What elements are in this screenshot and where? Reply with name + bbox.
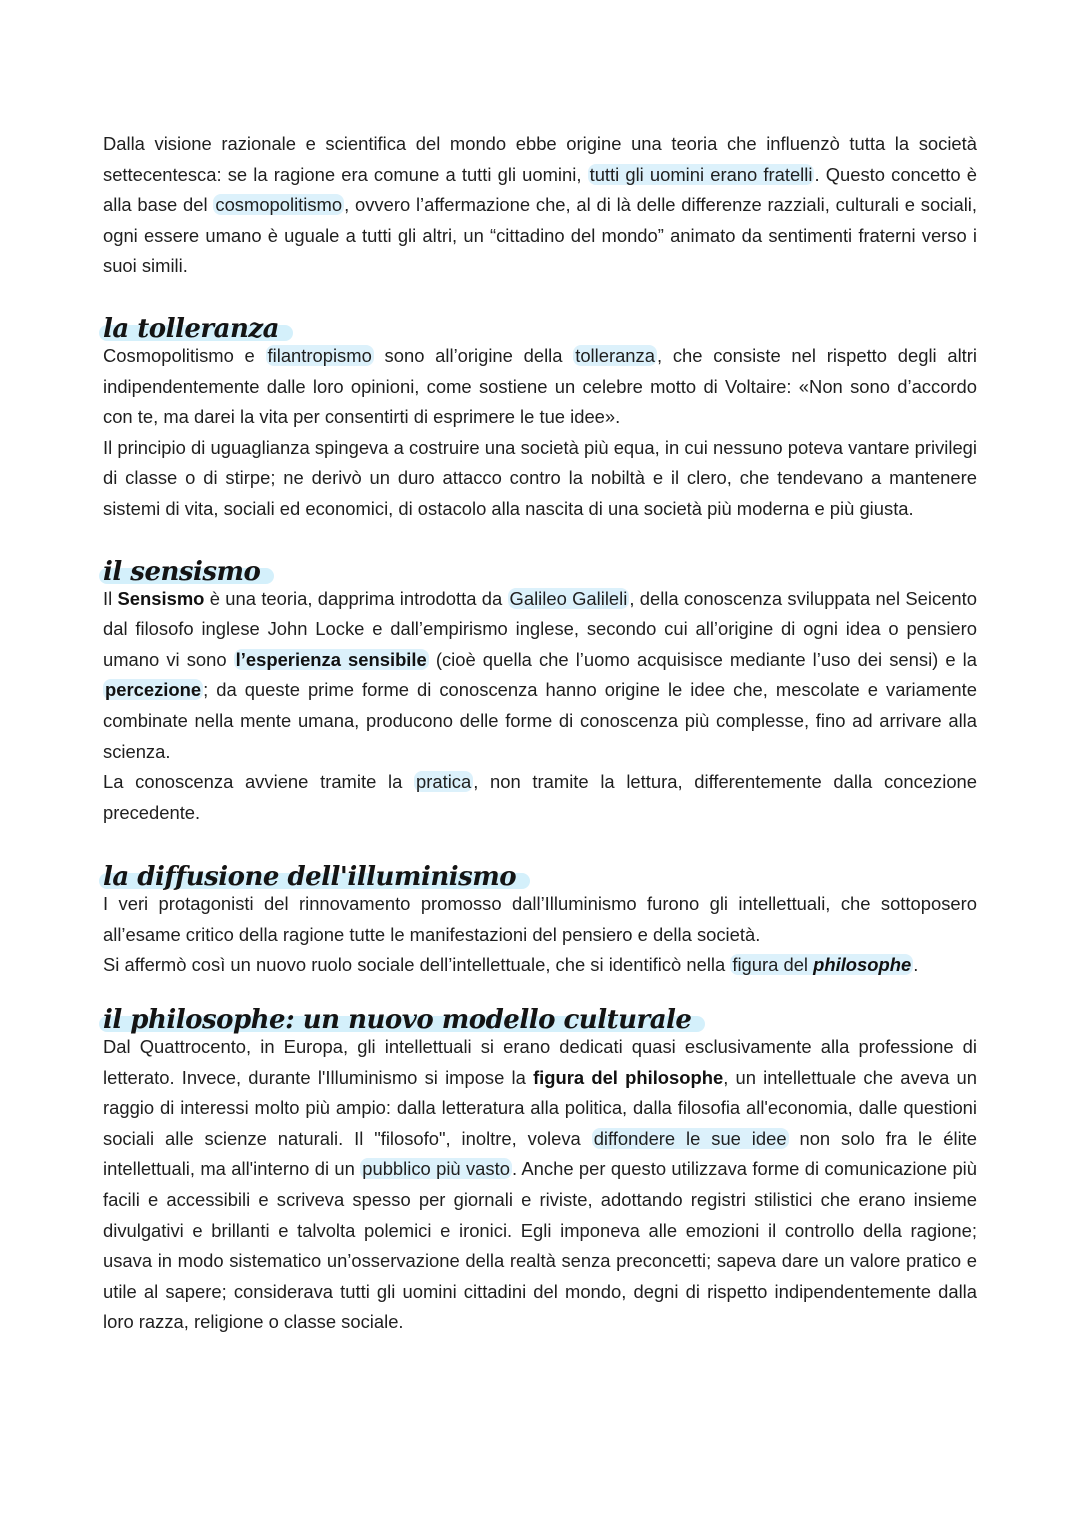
bold-term: Sensismo <box>117 587 205 609</box>
sensismo-paragraph-2 <box>103 767 977 828</box>
bold-italic-term: philosophe <box>813 954 912 976</box>
sensismo-paragraph-1 <box>103 584 977 768</box>
highlight: filantropismo <box>267 344 372 366</box>
intro-paragraph <box>103 129 977 282</box>
text-run: non solo fra le élite intellettuali, ma all'interno di un <box>103 1127 977 1180</box>
text-run: figura del <box>732 954 814 976</box>
highlight: Galileo Galileli <box>509 587 628 609</box>
section-heading-diffusione: la diffusione dell'illuminismo <box>103 863 524 891</box>
text-run: Cosmopolitismo e <box>103 344 266 366</box>
text-run: , che consiste nel rispetto degli altri indipendentemente dalle loro opinioni, come sostiene un celebre motto di Voltaire: «Non sono d’accordo con te, ma darei la vita per consentirti di esprimere le tue idee». <box>103 344 977 428</box>
text-run: Dal Quattrocento, in Europa, gli intellettuali si erano dedicati quasi esclusivamente alla professione di letterato. Invece, durante l'Illuminismo si impose la <box>103 1036 977 1088</box>
bold-highlight: l’esperienza sensibile <box>235 648 427 670</box>
text-run: Dalla visione razionale e scientifica del mondo ebbe origine una teoria che influenzò tutta la società settecentesca: se la ragione era comune a tutti gli uomini, <box>103 133 977 185</box>
highlight: pubblico più vasto <box>362 1158 510 1180</box>
philosophe-paragraph <box>103 1032 977 1338</box>
tolleranza-paragraph-1 <box>103 341 977 433</box>
diffusione-paragraph-1: I veri protagonisti del rinnovamento promosso dall’Illuminismo furono gli intellettuali, che sottoposero all’esame critico della ragione tutte le manifestazioni del pensiero e della società. <box>103 893 977 945</box>
text-run: , della conoscenza sviluppata nel Seicento dal filosofo inglese John Locke e dall’empirismo inglese, secondo cui all’origine di ogni idea o pensiero umano vi sono <box>103 587 977 670</box>
highlight <box>730 954 913 975</box>
text-run: , ovvero l’affermazione che, al di là delle differenze razziali, culturali e sociali, ogni essere umano è uguale a tutti gli altri, un “cittadino del mondo” animato da sentimenti fraterni verso i suoi simili. <box>103 194 977 277</box>
tolleranza-paragraph-2: Il principio di uguaglianza spingeva a costruire una società più equa, in cui nessuno poteva vantare privilegi di classe o di stirpe; ne derivò un duro attacco contro la nobiltà e il clero, che tendevano a mantenere sistemi di vita, sociali ed economici, di ostacolo alla nascita di una società più moderna e più giusta. <box>103 436 977 519</box>
text-run: è una teoria, dapprima introdotta da <box>204 587 508 609</box>
text-run: Il <box>103 587 118 609</box>
highlight: tutti gli uomini erano fratelli <box>589 163 813 185</box>
highlight: tolleranza <box>575 344 655 366</box>
text-run: , non tramite la lettura, differentemente dalla concezione precedente. <box>103 771 978 823</box>
highlight: cosmopolitismo <box>215 194 343 216</box>
bold-term: figura del philosophe <box>533 1066 724 1088</box>
highlight: pratica <box>416 771 472 793</box>
text-run: . Questo concetto è alla base del <box>103 163 978 216</box>
text-run: . <box>913 954 919 976</box>
section-heading-tolleranza: la tolleranza <box>103 315 287 343</box>
text-run: La conoscenza avviene tramite la <box>103 771 415 793</box>
section-heading-sensismo: il sensismo <box>103 558 268 586</box>
section-heading-philosophe: il philosophe: un nuovo modello culturale <box>103 1006 699 1034</box>
bold-highlight: percezione <box>105 679 202 701</box>
text-run: ; da queste prime forme di conoscenza hanno origine le idee che, mescolate e variamente combinate nella mente umana, producono delle forme di conoscenza più complesse, fino ad arrivare alla scienza. <box>103 679 977 762</box>
text-run: (cioè quella che l’uomo acquisisce mediante l’uso dei sensi) e la <box>428 648 977 670</box>
text-run: . Anche per questo utilizzava forme di comunicazione più facili e accessibili e scriveva spesso per giornali e riviste, adottando registri stilistici che erano insieme divulgativi e brillanti e talvolta polemici e ironici. Egli imponeva alle emozioni il controllo della ragione; usava in modo sistematico un’osservazione della realtà senza preconcetti; sapeva dare un valore pratico e utile al sapere; considerava tutti gli uomini cittadini del mondo, degni di rispetto indipendentemente dalla loro razza, religione o classe sociale. <box>103 1158 977 1333</box>
highlight: diffondere le sue idee <box>593 1127 787 1149</box>
text-run: sono all’origine della <box>373 344 574 366</box>
diffusione-paragraph-2 <box>103 950 977 981</box>
text-run: , un intellettuale che aveva un raggio di interessi molto più ampio: dalla letteratura alla politica, dalla filosofia all'economia, dalle questioni sociali alle scienze naturali. Il "filosofo", inoltre, voleva <box>103 1066 977 1149</box>
document-body <box>103 129 977 1338</box>
text-run: Si affermò così un nuovo ruolo sociale dell’intellettuale, che si identificò nella <box>103 954 731 976</box>
